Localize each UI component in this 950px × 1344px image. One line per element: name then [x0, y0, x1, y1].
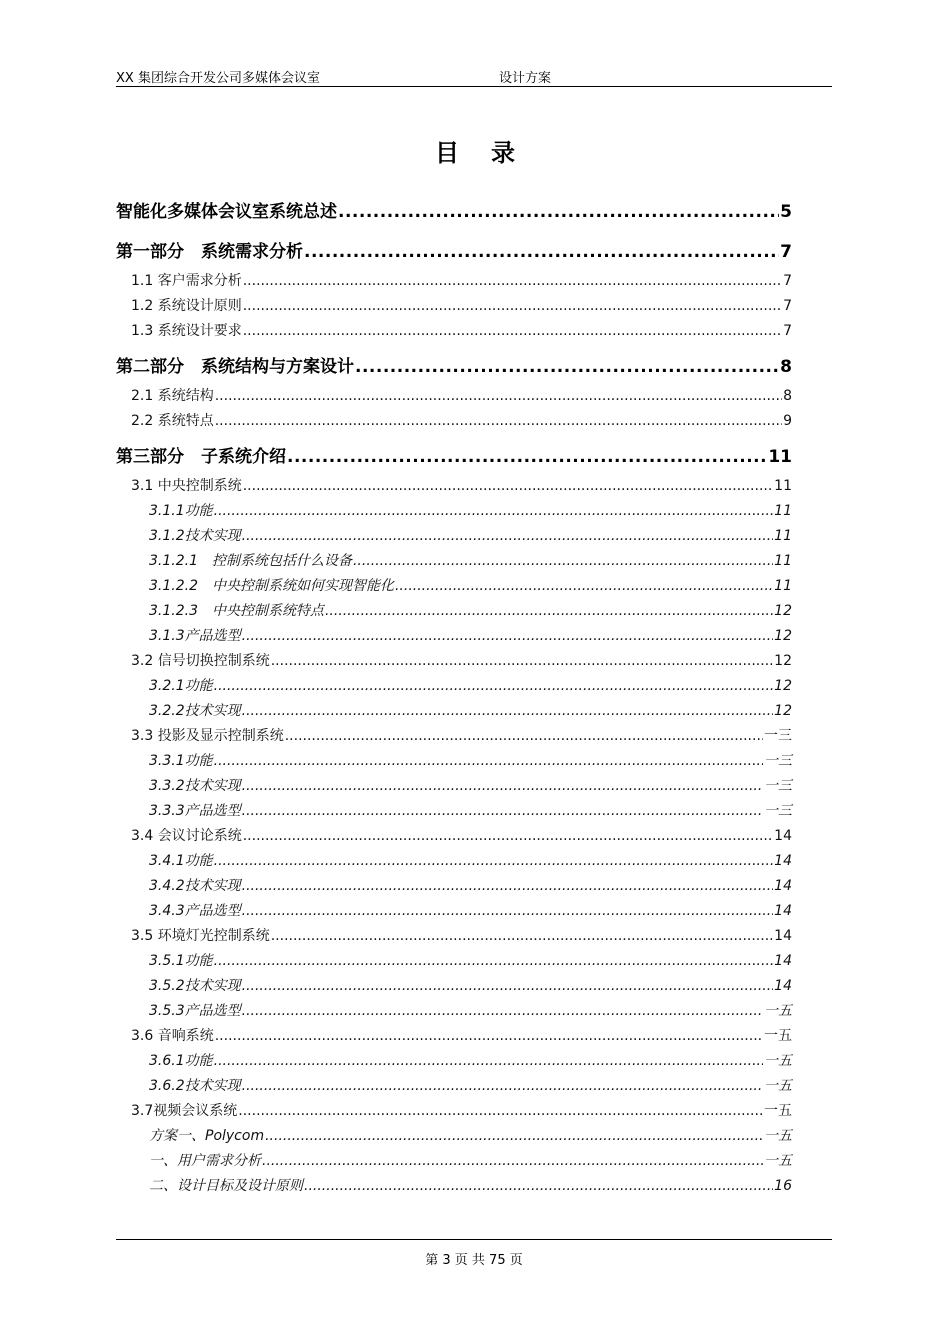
toc-entry-page: 一五 [764, 1003, 792, 1019]
header-doc-type: 设计方案 [499, 71, 552, 86]
toc-entry[interactable] [116, 650, 792, 675]
toc-entry-title: 方案一、Polycom [149, 1128, 265, 1144]
toc-entry-title: 3.3 投影及显示控制系统 [131, 728, 284, 744]
toc-leader-dots [265, 1128, 763, 1144]
toc-entry-page: 8 [780, 357, 792, 377]
toc-entry-page: 一三 [764, 778, 792, 794]
toc-entry[interactable] [116, 320, 792, 345]
toc-entry-page: 一五 [764, 1103, 792, 1119]
toc-entry-page: 一五 [764, 1028, 792, 1044]
toc-entry-page: 7 [780, 242, 792, 262]
toc-leader-dots [243, 323, 782, 339]
toc-entry[interactable] [116, 975, 792, 1000]
toc-leader-dots [242, 528, 774, 544]
toc-leader-dots [242, 903, 774, 919]
toc-entry-page: 5 [780, 202, 792, 222]
toc-entry[interactable] [116, 410, 792, 435]
toc-entry-title: 3.6.1功能 [149, 1053, 213, 1069]
toc-entry[interactable] [116, 500, 792, 525]
toc-entry[interactable] [116, 1150, 792, 1175]
toc-entry-title: 3.5 环境灯光控制系统 [131, 928, 270, 944]
toc-entry[interactable] [116, 925, 792, 950]
header-company: XX 集团综合开发公司多媒体会议室 [116, 71, 320, 86]
toc-entry[interactable] [116, 875, 792, 900]
toc-entry[interactable] [116, 550, 792, 575]
toc-entry-title: 3.1.2技术实现 [149, 528, 241, 544]
toc-entry[interactable] [116, 442, 792, 467]
toc-leader-dots [214, 1053, 763, 1069]
toc-leader-dots [262, 1153, 763, 1169]
toc-leader-dots [215, 388, 782, 404]
toc-entry-page: 9 [783, 413, 792, 429]
toc-leader-dots [355, 357, 779, 377]
toc-entry-title: 3.2.2技术实现 [149, 703, 241, 719]
toc-entry-title: 3.2.1功能 [149, 678, 213, 694]
toc-entry-title: 3.4.2技术实现 [149, 878, 241, 894]
toc-entry[interactable] [116, 1175, 792, 1200]
toc-entry-page: 14 [774, 853, 792, 869]
toc-entry[interactable] [116, 295, 792, 320]
toc-entry-page: 8 [783, 388, 792, 404]
toc-entry-title: 3.1.2.3 中央控制系统特点 [149, 603, 324, 619]
toc-entry-title: 3.1.1功能 [149, 503, 213, 519]
toc-entry-page: 14 [774, 978, 792, 994]
toc-entry[interactable] [116, 1100, 792, 1125]
toc-leader-dots [242, 1003, 763, 1019]
toc-entry-page: 12 [774, 628, 792, 644]
toc-entry[interactable] [116, 475, 792, 500]
toc-entry-title: 3.1.2.2 中央控制系统如何实现智能化 [149, 578, 394, 594]
toc-leader-dots [215, 1028, 763, 1044]
toc-entry-page: 7 [783, 323, 792, 339]
toc-leader-dots [242, 778, 763, 794]
toc-entry-title: 3.6.2技术实现 [149, 1078, 241, 1094]
toc-entry[interactable] [116, 1000, 792, 1025]
toc-entry-page: 14 [774, 953, 792, 969]
toc-entry-page: 12 [774, 603, 792, 619]
toc-leader-dots [242, 978, 774, 994]
toc-entry-page: 14 [774, 928, 792, 944]
toc-entry[interactable] [116, 197, 792, 222]
toc-entry-title: 3.1 中央控制系统 [131, 478, 242, 494]
toc-entry[interactable] [116, 600, 792, 625]
toc-entry-page: 一三 [764, 728, 792, 744]
toc-entry-title: 3.5.1功能 [149, 953, 213, 969]
toc-entry[interactable] [116, 850, 792, 875]
toc-entry-title: 3.5.2技术实现 [149, 978, 241, 994]
toc-entry[interactable] [116, 950, 792, 975]
toc-entry-title: 3.7视频会议系统 [131, 1103, 238, 1119]
toc-entry-title: 3.3.2技术实现 [149, 778, 241, 794]
toc-entry-title: 3.3.1功能 [149, 753, 213, 769]
toc-entry[interactable] [116, 270, 792, 295]
toc-leader-dots [243, 478, 773, 494]
toc-leader-dots [214, 678, 774, 694]
toc-leader-dots [242, 1078, 763, 1094]
toc-entry-title: 智能化多媒体会议室系统总述 [116, 202, 337, 222]
toc-entry[interactable] [116, 575, 792, 600]
toc-entry-title: 第三部分 子系统介绍 [116, 447, 286, 467]
toc-entry-page: 14 [774, 878, 792, 894]
toc-leader-dots [214, 853, 774, 869]
toc-entry[interactable] [116, 900, 792, 925]
toc-entry-title: 一、用户需求分析 [149, 1153, 261, 1169]
toc-entry-page: 一五 [764, 1078, 792, 1094]
toc-entry-page: 12 [774, 653, 792, 669]
toc-entry-page: 14 [774, 903, 792, 919]
toc-entry[interactable] [116, 1125, 792, 1150]
toc-title: 目录 [435, 139, 547, 167]
toc-leader-dots [325, 603, 773, 619]
toc-entry-page: 16 [774, 1178, 792, 1194]
toc-leader-dots [242, 628, 774, 644]
toc-entry-title: 2.2 系统特点 [131, 413, 214, 429]
toc-entry-title: 1.3 系统设计要求 [131, 323, 242, 339]
toc-entry[interactable] [116, 750, 792, 775]
toc-entry-title: 二、设计目标及设计原则 [149, 1178, 303, 1194]
toc-leader-dots [242, 878, 774, 894]
toc-entry-title: 3.6 音响系统 [131, 1028, 214, 1044]
toc-leader-dots [243, 828, 773, 844]
toc-entry[interactable] [116, 237, 792, 262]
toc-leader-dots [214, 503, 774, 519]
toc-entry-page: 一五 [764, 1153, 792, 1169]
toc-entry-page: 11 [774, 578, 792, 594]
toc-entry-title: 第二部分 系统结构与方案设计 [116, 357, 354, 377]
toc-entry-title: 3.2 信号切换控制系统 [131, 653, 270, 669]
toc-entry[interactable] [116, 385, 792, 410]
toc-entry[interactable] [116, 675, 792, 700]
page-footer: 第 3 页 共 75 页 [116, 1239, 832, 1268]
toc-entry-title: 第一部分 系统需求分析 [116, 242, 303, 262]
toc-entry-page: 11 [774, 553, 792, 569]
toc-entry-title: 1.1 客户需求分析 [131, 273, 242, 289]
toc-leader-dots [285, 728, 763, 744]
toc-entry-page: 11 [774, 503, 792, 519]
toc-entry[interactable] [116, 352, 792, 377]
toc-entry-page: 一五 [764, 1053, 792, 1069]
toc-entry-title: 3.4.1功能 [149, 853, 213, 869]
toc-entry[interactable] [116, 725, 792, 750]
toc-entry-title: 3.4 会议讨论系统 [131, 828, 242, 844]
toc-entry-title: 3.5.3产品选型 [149, 1003, 241, 1019]
toc-leader-dots [238, 1103, 763, 1119]
toc-entry-page: 11 [768, 447, 792, 467]
toc-entry-title: 3.1.3产品选型 [149, 628, 241, 644]
toc-entry-page: 一三 [764, 803, 792, 819]
toc-leader-dots [338, 202, 779, 222]
toc-entry[interactable] [116, 775, 792, 800]
table-of-contents [116, 196, 792, 1200]
toc-entry[interactable] [116, 525, 792, 550]
toc-leader-dots [215, 413, 782, 429]
toc-leader-dots [214, 753, 763, 769]
toc-entry-title: 3.1.2.1 控制系统包括什么设备 [149, 553, 352, 569]
toc-entry-page: 一三 [764, 753, 792, 769]
toc-leader-dots [214, 953, 774, 969]
toc-entry-title: 1.2 系统设计原则 [131, 298, 242, 314]
toc-leader-dots [304, 1178, 773, 1194]
toc-leader-dots [242, 803, 763, 819]
toc-leader-dots [287, 447, 767, 467]
toc-entry-page: 12 [774, 678, 792, 694]
toc-entry-page: 14 [774, 828, 792, 844]
toc-leader-dots [395, 578, 773, 594]
toc-leader-dots [271, 928, 773, 944]
toc-entry-title: 3.3.3产品选型 [149, 803, 241, 819]
toc-entry[interactable] [116, 1075, 792, 1100]
page-header [116, 66, 832, 87]
toc-leader-dots [271, 653, 773, 669]
toc-entry[interactable] [116, 625, 792, 650]
toc-entry-page: 一五 [764, 1128, 792, 1144]
toc-entry[interactable] [116, 700, 792, 725]
toc-entry[interactable] [116, 800, 792, 825]
toc-leader-dots [243, 298, 782, 314]
toc-leader-dots [304, 242, 779, 262]
toc-entry-page: 7 [783, 298, 792, 314]
toc-entry[interactable] [116, 1025, 792, 1050]
toc-entry-page: 11 [774, 478, 792, 494]
toc-entry[interactable] [116, 825, 792, 850]
toc-entry-page: 7 [783, 273, 792, 289]
toc-leader-dots [242, 703, 774, 719]
toc-entry-page: 12 [774, 703, 792, 719]
toc-leader-dots [353, 553, 773, 569]
toc-entry[interactable] [116, 1050, 792, 1075]
toc-entry-title: 3.4.3产品选型 [149, 903, 241, 919]
toc-entry-page: 11 [774, 528, 792, 544]
toc-leader-dots [243, 273, 782, 289]
toc-entry-title: 2.1 系统结构 [131, 388, 214, 404]
